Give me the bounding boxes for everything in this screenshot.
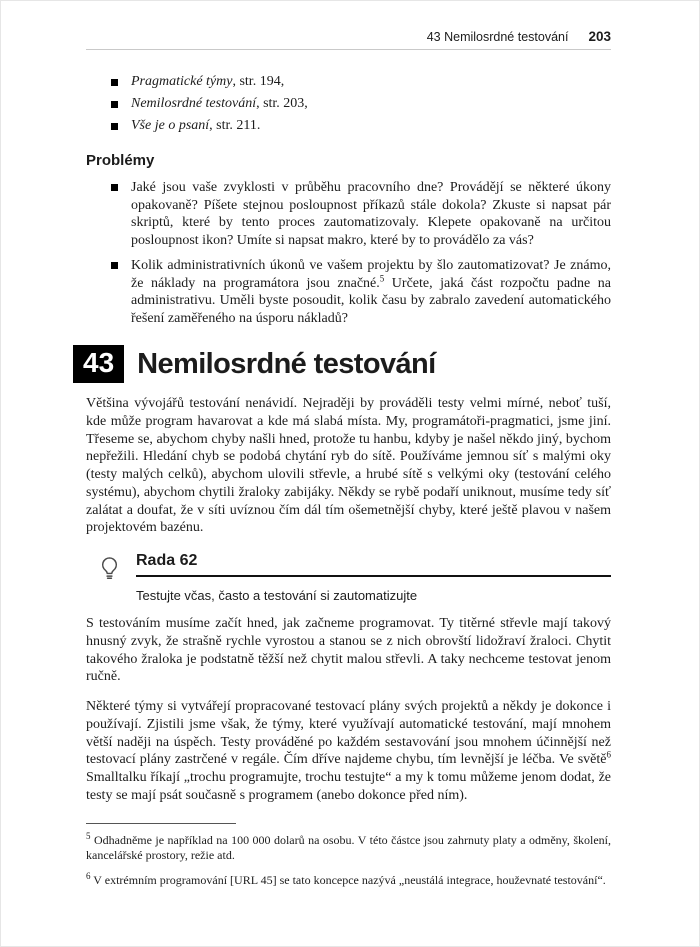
bullet-square-icon xyxy=(111,262,118,269)
list-item xyxy=(111,118,611,134)
footnote-text: V extrémním programování [URL 45] se tato koncepce nazývá „neustálá integrace, houževnaté testování“. xyxy=(93,872,606,887)
reference-page: , str. 194, xyxy=(232,74,285,89)
bullet-square-icon xyxy=(111,79,118,86)
paragraph xyxy=(86,698,611,805)
problem-text-part: Kolik administrativních úkonů ve vašem projektu by šlo zautomatizovat? Je známo, že náklady na programátora jsou značné. xyxy=(131,258,611,291)
reference-title: Vše je o psaní xyxy=(131,118,210,133)
footnote-marker: 5 xyxy=(86,830,91,841)
running-head xyxy=(86,29,611,44)
list-item xyxy=(111,74,611,90)
chapter-number-badge: 43 xyxy=(73,345,124,383)
footnote-marker: 6 xyxy=(86,870,91,881)
problem-text: Jaké jsou vaše zvyklosti v průběhu pracovního dne? Provádějí se některé úkony opakovaně? Píšete stejnou posloupnost příkazů stále dokola? Zkuste si napsat pár skriptů, které by tento proces zautomatizovaly. Klepete opakovaně na určitou posloupnost ikon? Umíte si napsat makro, které by to provádělo za vás? xyxy=(131,180,611,248)
tip-text: Testujte včas, často a testování si zautomatizujte xyxy=(136,588,418,604)
paragraph: S testováním musíme začít hned, jak začneme programovat. Ty titěrné střevle mají takový hnusný zvyk, že strašně rychle vyrostou a stanou se z nich obrovští lidožraví žraloci. Chytit takového žraloka je podstatně těžší než chytit malou střevli. A taky nechceme testovat jenom ručně. xyxy=(86,616,611,685)
section-reference-list xyxy=(86,74,611,134)
footnote-marker: 6 xyxy=(606,749,611,760)
reference-page: , str. 211. xyxy=(209,118,261,133)
tip-body xyxy=(136,552,611,603)
footnote-text: Odhadněme je například na 100 000 dolarů na osobu. V této částce jsou zahrnuty platy a odměny, školení, kancelářské prostory, režie atd. xyxy=(86,832,612,863)
bullet-square-icon xyxy=(111,184,118,191)
header-divider xyxy=(86,49,611,50)
problems-heading: Problémy xyxy=(86,152,155,169)
tip-label: Rada 62 xyxy=(136,552,611,577)
chapter-heading xyxy=(73,345,611,383)
paragraph-part: Smalltalku říkají „trochu programujte, trochu testujte“ a my k tomu můžeme jenom dodat, že testy se mají psát současně s programem (anebo dokonce před ním). xyxy=(86,770,611,804)
lightbulb-icon xyxy=(96,555,123,582)
bullet-square-icon xyxy=(111,123,118,130)
problems-list xyxy=(86,179,611,327)
reference-text xyxy=(131,118,260,134)
reference-text xyxy=(131,96,308,112)
footnote-divider xyxy=(86,823,236,824)
list-item xyxy=(111,179,611,249)
footnote xyxy=(86,830,612,864)
problem-text-part: Určete, jaká část rozpočtu padne na administrativu. Uměli byste posoudit, kolik času by zabralo zavedení automatického řešení zaměřeného na úsporu nákladů? xyxy=(131,275,612,326)
list-item xyxy=(111,257,611,327)
paragraph-part: Některé týmy si vytvářejí propracované testovací plány svých projektů a někdy je dokonce i používají. Zjistili jsme však, že týmy, které využívají automatické testování, mají mnohem větší naději na úspěch. Testy prováděné po každém sestavování jsou mnohem účinnější než testovací plány zastrčené v regále. Čím dříve najdeme chybu, tím levnější je léčba. Ve světě xyxy=(86,699,611,768)
list-item xyxy=(111,96,611,112)
paragraph: Většina vývojářů testování nenávidí. Nejraději by prováděli testy velmi mírné, neboť tuší, kde může program havarovat a kde má slabá místa. My, programátoři-pragmatici, jsme jiní. Třeseme se, abychom chyby našli hned, protože tu hanbu, kdyby je našel někdo jiný, bychom nepřežili. Hledání chyb se podobá chytání ryb do sítě. Používáme jemnou síť s malými oky (testy malých celků), abychom ulovili střevle, a hrubé sítě s velkými oky (testování celého systému), abychom chytili žraloky zabijáky. Někdy se rybě podaří uniknout, musíme tedy síť zalátat a doufat, že v síti uvíznou čím dál tím ošemetnější chyby, které ještě plavou v našem projektovém bazénu. xyxy=(86,396,611,536)
bullet-square-icon xyxy=(111,101,118,108)
reference-page: , str. 203, xyxy=(256,96,308,111)
footnote xyxy=(86,870,611,889)
chapter-title: Nemilosrdné testování xyxy=(137,347,436,380)
running-head-title: 43 Nemilosrdné testování xyxy=(426,30,569,44)
footnote-marker: 5 xyxy=(379,272,385,283)
reference-text xyxy=(131,74,284,90)
tip-box xyxy=(96,552,611,603)
page-number: 203 xyxy=(588,29,611,44)
reference-title: Nemilosrdné testování xyxy=(131,96,257,111)
reference-title: Pragmatické týmy xyxy=(131,74,233,89)
problem-text xyxy=(131,257,611,327)
